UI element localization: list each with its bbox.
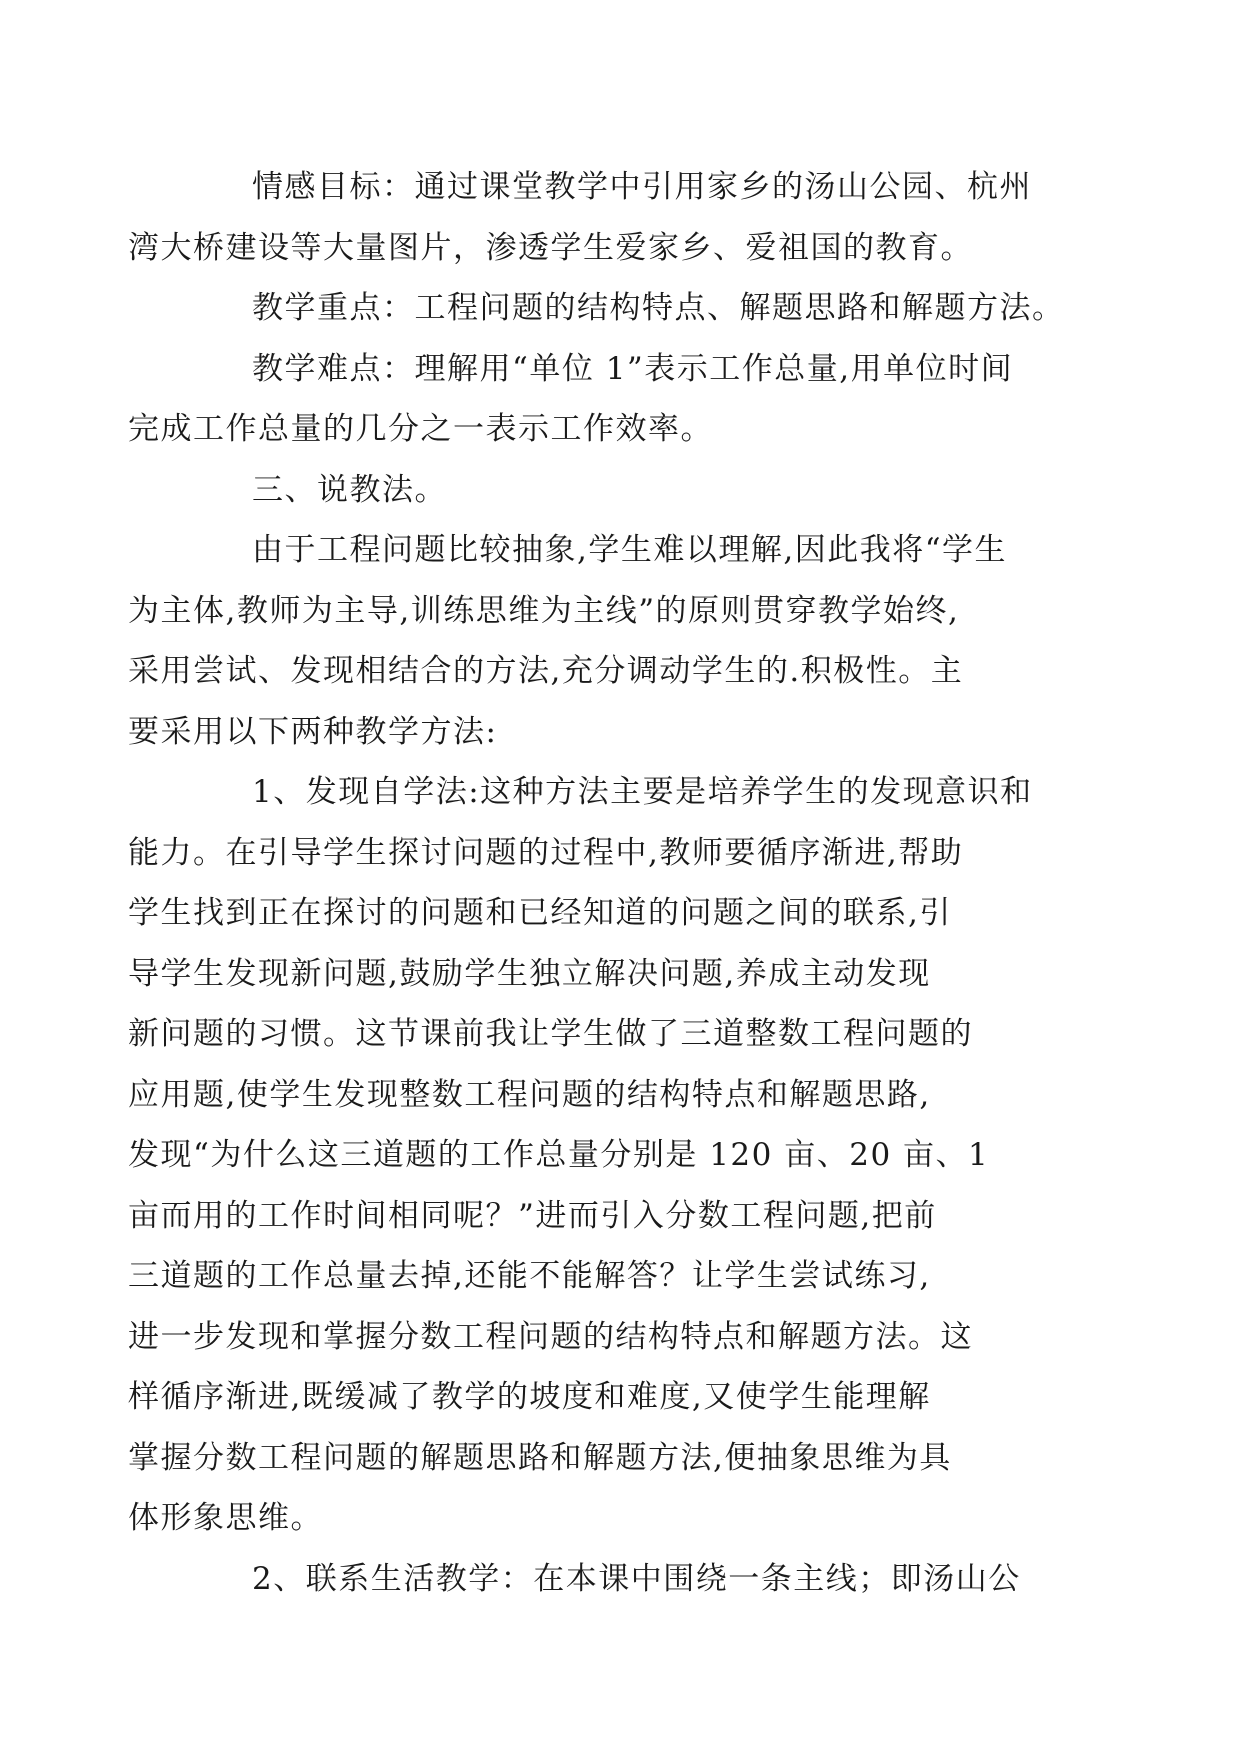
text-line: 三道题的工作总量去掉,还能不能解答？让学生尝试练习,: [128, 1258, 931, 1294]
text-line: 能力。在引导学生探讨问题的过程中,教师要循序渐进,帮助: [128, 834, 964, 871]
paragraph-method-intro: [128, 520, 1060, 762]
text-line: 三、说教法。: [252, 471, 447, 508]
paragraph-life-connection-method: [190, 1549, 1060, 1610]
text-line: 2、联系生活教学：在本课中围绕一条主线；即汤山公: [252, 1560, 1021, 1597]
paragraph-self-discovery-method: [128, 762, 1060, 1549]
text-line: 应用题,使学生发现整数工程问题的结构特点和解题思路,: [128, 1076, 931, 1113]
text-line: 完成工作总量的几分之一表示工作效率。: [128, 411, 713, 447]
paragraph-teaching-difficulty: [128, 339, 1060, 460]
text-line: 体形象思维。: [128, 1500, 323, 1536]
text-line: 要采用以下两种教学方法:: [128, 713, 498, 750]
text-line: 湾大桥建设等大量图片，渗透学生爱家乡、爱祖国的教育。: [128, 229, 973, 266]
text-line: 导学生发现新问题,鼓励学生独立解决问题,养成主动发现: [128, 955, 931, 992]
text-line: 发现“为什么这三道题的工作总量分别是 120 亩、20 亩、1: [128, 1137, 990, 1173]
text-line: 进一步发现和掌握分数工程问题的结构特点和解题方法。这: [128, 1318, 973, 1355]
text-line: 为主体,教师为主导,训练思维为主线”的原则贯穿教学始终,: [128, 592, 960, 629]
text-line: 教学难点：理解用“单位 1”表示工作总量,用单位时间: [252, 350, 1014, 387]
section-heading-teaching-method: [190, 460, 1060, 521]
text-line: 样循序渐进,既缓减了教学的坡度和难度,又使学生能理解: [128, 1379, 931, 1415]
text-line: 情感目标：通过课堂教学中引用家乡的汤山公园、杭州: [252, 169, 1032, 205]
text-line: 1、发现自学法:这种方法主要是培养学生的发现意识和: [252, 774, 1033, 810]
paragraph-emotional-goal: [128, 157, 1060, 278]
document-body: [128, 157, 1065, 1609]
text-line: 亩而用的工作时间相同呢？”进而引入分数工程问题,把前: [128, 1197, 937, 1234]
text-line: 采用尝试、发现相结合的方法,充分调动学生的.积极性。主: [128, 653, 964, 689]
text-line: 由于工程问题比较抽象,学生难以理解,因此我将“学生: [252, 532, 1008, 568]
text-line: 掌握分数工程问题的解题思路和解题方法,便抽象思维为具: [128, 1439, 952, 1476]
paragraph-teaching-focus: [190, 278, 1065, 339]
text-line: 学生找到正在探讨的问题和已经知道的问题之间的联系,引: [128, 895, 952, 931]
text-line: 教学重点：工程问题的结构特点、解题思路和解题方法。: [252, 290, 1065, 326]
text-line: 新问题的习惯。这节课前我让学生做了三道整数工程问题的: [128, 1016, 973, 1052]
